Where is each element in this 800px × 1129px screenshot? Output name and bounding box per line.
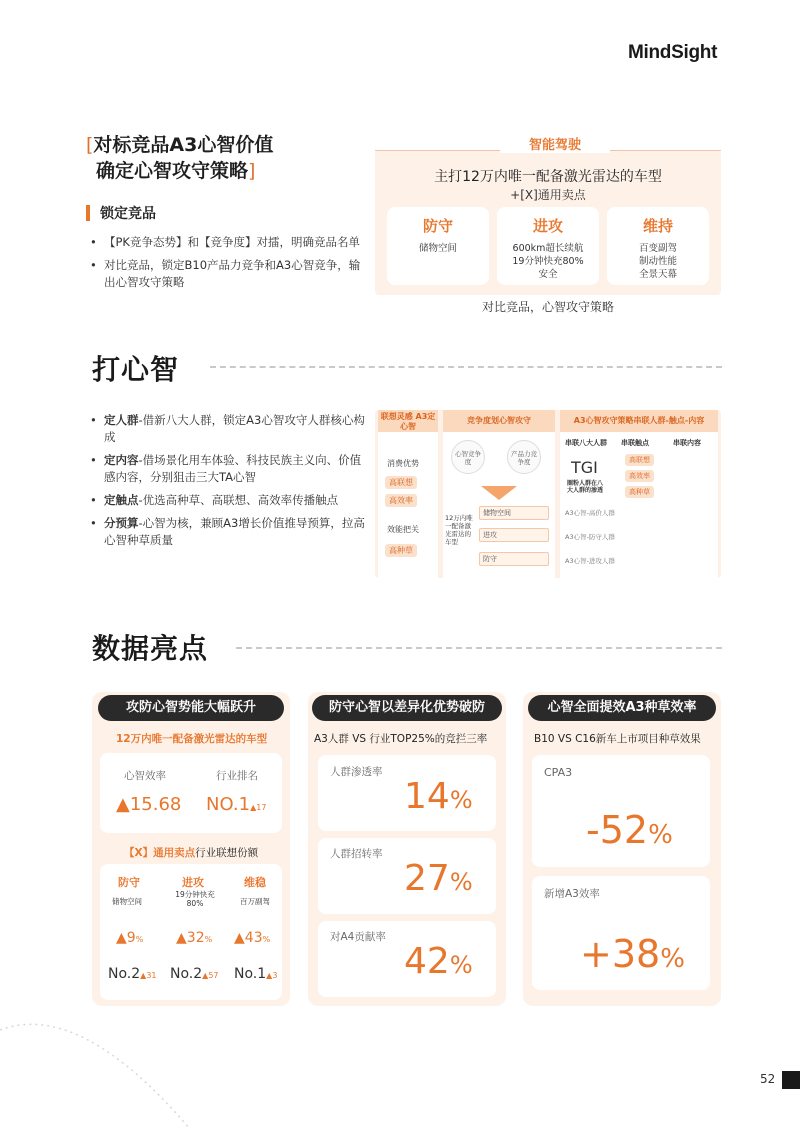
flow-row-label: A3心智-高价人群 <box>565 509 615 517</box>
metric-value: -52% <box>586 808 673 852</box>
metric-label: 新增A3效率 <box>544 888 600 900</box>
share-title: 维稳 <box>244 876 266 889</box>
flow-col-title: 串联八大人群 <box>565 439 607 447</box>
flow-row: 储物空间 <box>479 506 549 520</box>
panel-headline: 主打12万内唯一配备激光雷达的车型 <box>434 169 662 185</box>
flow-col-1-head: 联想灵感 A3定心智 <box>378 410 438 432</box>
card-midtitle: 【X】通用卖点行业联想份额 <box>124 847 259 859</box>
panel-tag: 智能驾驶 <box>500 134 610 153</box>
share-rank: No.2▲31 <box>108 966 157 982</box>
competition-circle: 心智竞争度 <box>451 440 485 474</box>
brand-logo: MindSight <box>628 42 718 63</box>
share-desc: 储物空间 <box>112 897 142 906</box>
title-line2: 确定心智攻守策略 <box>96 160 249 182</box>
card-title: 维持 <box>642 217 673 235</box>
arrow-up-icon: ▲ <box>250 803 257 812</box>
share-title: 进攻 <box>182 876 204 889</box>
card-title: 防守 <box>422 217 453 235</box>
card-subtitle: B10 VS C16新车上市项目种草效果 <box>534 733 701 745</box>
flow-row: 防守 <box>479 552 549 566</box>
share-pct: ▲32% <box>176 930 213 946</box>
card-subtitle: 12万内唯一配备激光雷达的车型 <box>116 733 268 745</box>
tgi-sub: 圈粉人群在八大人群的渗透 <box>567 480 604 494</box>
card-pill: 心智全面提效A3种草效率 <box>528 695 716 721</box>
flow-tag: 高种草 <box>385 544 417 557</box>
card-desc-line: 600km超长续航 <box>512 243 584 254</box>
list-item: • 【PK竞争态势】和【竞争度】对擂，明确竞品名单 <box>90 234 365 251</box>
share-rank: No.2▲57 <box>170 966 219 982</box>
card-subtitle: A3人群 VS 行业TOP25%的竞拦三率 <box>314 733 488 745</box>
flow-item: 效能把关 <box>387 525 419 534</box>
metric-label: 行业排名 <box>216 770 258 782</box>
down-arrow-icon <box>481 486 517 500</box>
metric-label: 人群招转率 <box>330 848 383 860</box>
section3-divider <box>236 647 722 649</box>
card-desc-line: 安全 <box>538 269 558 280</box>
attack-card <box>497 207 599 285</box>
page-marker <box>782 1071 800 1089</box>
flow-col-title: 串联内容 <box>673 439 701 447</box>
metric-label: 心智效率 <box>124 770 166 782</box>
flow-tag: 高效率 <box>385 494 417 507</box>
metric-label: 对A4贡献率 <box>330 931 386 943</box>
flow-col-title: 串联触点 <box>621 439 649 447</box>
flow-tag: 高联想 <box>625 454 654 466</box>
arrow-up-icon: ▲ <box>116 930 127 946</box>
share-pct: ▲43% <box>234 930 271 946</box>
flow-row-label: A3心智-防守人群 <box>565 533 615 541</box>
arrow-up-icon: ▲ <box>116 794 130 815</box>
heading-text: 打心智 <box>92 353 180 386</box>
card-desc-line: 全景天幕 <box>638 269 677 280</box>
flow-col-3-head: A3心智攻守策略串联人群-触点-内容 <box>560 410 718 432</box>
metric-value: 27% <box>404 858 473 899</box>
list-item: • 定触点-优选高种草、高联想、高效率传播触点 <box>90 492 370 509</box>
metric-label: 人群渗透率 <box>330 766 383 778</box>
maintain-card <box>607 207 709 285</box>
metric-value: NO.1▲17 <box>206 794 267 815</box>
list-item: • 对比竞品，锁定B10产品力竞争和A3心智竞争，输出心智攻守策略 <box>90 257 365 291</box>
list-item: • 定内容-借场景化用车体验、科技民族主义向、价值感内容，分别狙击三大TA心智 <box>90 452 370 486</box>
strategy-flow-panel <box>375 410 721 578</box>
metric-value: +38% <box>580 932 685 976</box>
flow-tag: 高联想 <box>385 476 417 489</box>
arrow-up-icon: ▲ <box>176 930 187 946</box>
panel-subline: +[X]通用卖点 <box>510 188 586 202</box>
share-desc: 百万副驾 <box>240 897 270 906</box>
competition-circle: 产品力竞争度 <box>507 440 541 474</box>
flow-col-2-head: 竞争度划心智攻守 <box>443 410 555 432</box>
card-title: 进攻 <box>532 217 563 235</box>
section1-title <box>86 132 273 184</box>
metric-label: CPA3 <box>544 766 573 779</box>
share-desc: 19分钟快充80% <box>175 890 215 908</box>
section2-bullets <box>90 412 370 555</box>
section3-heading <box>92 627 208 667</box>
share-title: 防守 <box>118 876 140 889</box>
subheading-bar <box>86 205 90 221</box>
card-desc <box>497 242 599 281</box>
card-pill: 攻防心智势能大幅跃升 <box>98 695 284 721</box>
list-item: • 定人群-借新八大人群，锁定A3心智攻守人群核心构成 <box>90 412 370 446</box>
title-line1: 对标竞品A3心智价值 <box>93 134 274 156</box>
flow-tag: 高种草 <box>625 486 654 498</box>
section2-heading <box>92 348 179 388</box>
defense-card <box>387 207 489 285</box>
card-desc-line: 百变副驾 <box>638 243 677 254</box>
card-desc <box>607 242 709 281</box>
arrow-up-icon: ▲ <box>234 930 245 946</box>
flow-tag: 高效率 <box>625 470 654 482</box>
section1-bullets <box>90 234 365 297</box>
decorative-dotted-arc <box>0 1010 200 1129</box>
list-item: • 分预算-心智为核，兼顾A3增长价值推导预算，拉高心智种草质量 <box>90 515 370 549</box>
metric-value: 42% <box>404 941 473 982</box>
panel-caption: 对比竞品，心智攻守策略 <box>481 300 614 314</box>
flow-center-text: 12万内唯一配备激光雷达的车型 <box>445 514 473 546</box>
metric-box <box>100 753 282 833</box>
subheading-text: 锁定竞品 <box>100 206 156 222</box>
metric-value: ▲15.68 <box>116 794 182 815</box>
share-pct: ▲9% <box>116 930 144 946</box>
section1-subheading <box>86 203 156 223</box>
title-bracket-close: ] <box>248 160 256 182</box>
page-number: 52 <box>760 1072 776 1086</box>
flow-row-label: A3心智-进攻人群 <box>565 557 615 565</box>
section2-divider <box>210 366 722 368</box>
tgi-label: TGI <box>571 458 598 477</box>
share-rank: No.1▲3 <box>234 966 278 982</box>
card-desc-line: 19分钟快充80% <box>512 256 584 267</box>
card-desc: 储物空间 <box>418 243 457 254</box>
metric-value: 14% <box>404 776 473 817</box>
title-bracket-open: [ <box>86 134 94 156</box>
flow-row: 进攻 <box>479 528 549 542</box>
card-pill: 防守心智以差异化优势破防 <box>312 695 502 721</box>
heading-text: 数据亮点 <box>92 632 209 665</box>
flow-item: 消费优势 <box>387 459 419 468</box>
card-desc-line: 制动性能 <box>638 256 677 267</box>
